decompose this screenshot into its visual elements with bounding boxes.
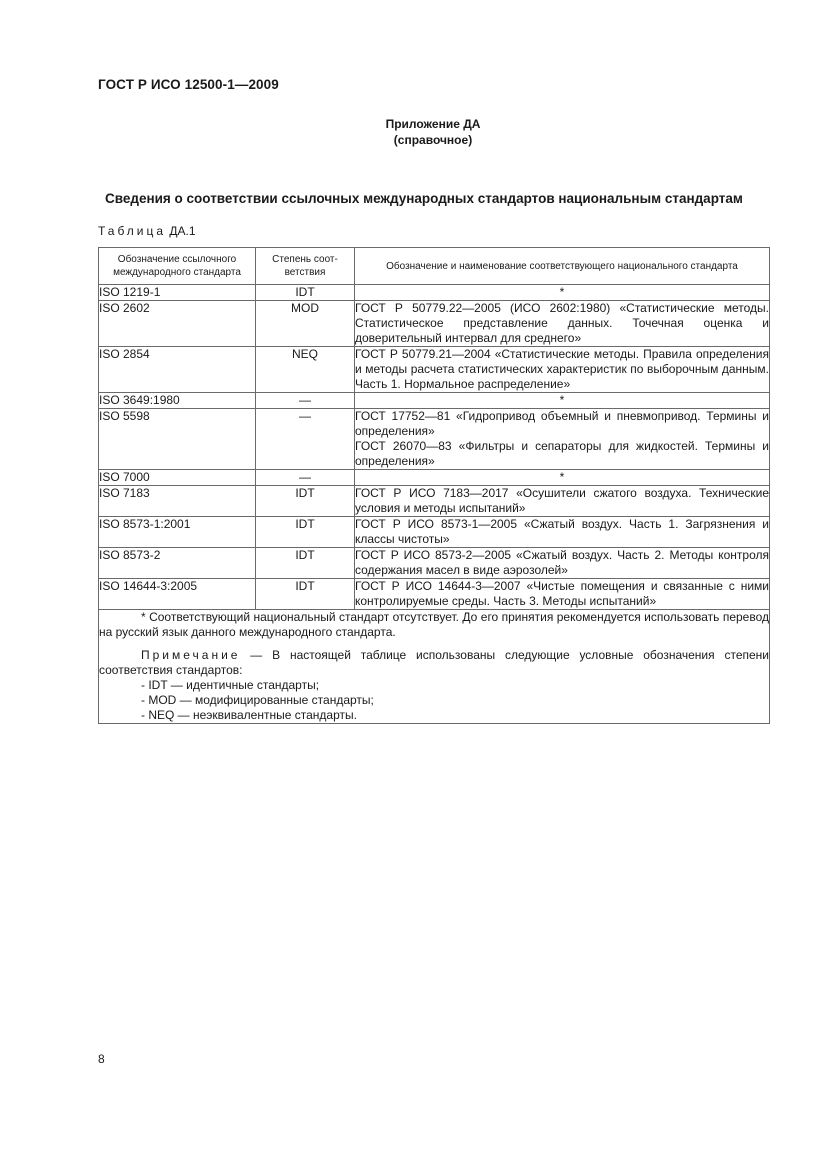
header-international-standard: Обозначение ссылочного международного стандарта <box>99 248 256 285</box>
cell-standard: ISO 3649:1980 <box>99 393 256 409</box>
table-row <box>99 347 770 393</box>
cell-degree: — <box>256 470 355 486</box>
table-row <box>99 409 770 470</box>
cell-standard: ISO 7183 <box>99 486 256 517</box>
table-notes-row <box>99 610 770 724</box>
cell-degree: IDT <box>256 548 355 579</box>
cell-degree: IDT <box>256 285 355 301</box>
cell-national: ГОСТ Р ИСО 8573-2—2005 «Сжатый воздух. Часть 2. Методы контроля содержания масел в виде аэрозолей» <box>355 548 769 577</box>
cell-standard: ISO 14644-3:2005 <box>99 579 256 610</box>
table-row <box>99 579 770 610</box>
cell-national: ГОСТ Р 50779.22—2005 (ИСО 2602:1980) «Статистические методы. Статистическое представление данных. Точечная оценка и доверительный интервал для среднего» <box>355 301 769 345</box>
note-text: — В настоящей таблице использованы следующие условные обозначения степени соответствия стандартов: <box>99 648 769 677</box>
legend-item: - IDT — идентичные стандарты; <box>141 678 320 692</box>
cell-degree: — <box>256 409 355 470</box>
cell-degree: IDT <box>256 517 355 548</box>
table-row <box>99 301 770 347</box>
annex-title: Приложение ДА <box>385 117 481 131</box>
cell-standard: ISO 2854 <box>99 347 256 393</box>
cell-national: ГОСТ Р 50779.21—2004 «Статистические методы. Правила определения и методы расчета статистических характеристик по выборочным данным. Часть 1. Нормальное распределение» <box>355 347 769 391</box>
footnote: * Соответствующий национальный стандарт отсутствует. До его принятия рекомендуется использовать перевод на русский язык данного международного стандарта. <box>99 610 769 639</box>
table-row <box>99 470 770 486</box>
legend-item: - MOD — модифицированные стандарты; <box>141 693 374 707</box>
cell-standard: ISO 1219-1 <box>99 285 256 301</box>
cell-standard: ISO 8573-2 <box>99 548 256 579</box>
cell-degree: MOD <box>256 301 355 347</box>
cell-national: * <box>355 285 770 301</box>
section-heading: Сведения о соответствии ссылочных международных стандартов национальным стандартам <box>105 191 743 206</box>
cell-national: * <box>355 393 770 409</box>
note-label: Примечание <box>141 648 241 662</box>
cell-national: ГОСТ Р ИСО 7183—2017 «Осушители сжатого воздуха. Технические условия и методы испытаний» <box>355 486 769 515</box>
cell-national: ГОСТ Р ИСО 14644-3—2007 «Чистые помещения и связанные с ними контролируемые среды. Часть 3. Методы испытаний» <box>355 579 769 608</box>
page-number: 8 <box>98 1052 105 1066</box>
table-caption-number: ДА.1 <box>169 224 196 238</box>
note-paragraph <box>99 648 769 678</box>
table-row <box>99 517 770 548</box>
national-standard-line: ГОСТ 26070—83 «Фильтры и сепараторы для жидкостей. Термины и определения» <box>355 439 769 468</box>
cell-standard: ISO 2602 <box>99 301 256 347</box>
header-degree: Степень соот-ветствия <box>256 248 355 285</box>
table-row <box>99 285 770 301</box>
cell-standard: ISO 5598 <box>99 409 256 470</box>
cell-national: * <box>355 470 770 486</box>
table-caption-word: Таблица <box>98 224 167 238</box>
header-national-standard: Обозначение и наименование соответствующего национального стандарта <box>355 248 770 285</box>
cell-national <box>355 409 770 470</box>
cell-degree: IDT <box>256 579 355 610</box>
table-row <box>99 393 770 409</box>
table-header-row <box>99 248 770 285</box>
cell-degree: NEQ <box>256 347 355 393</box>
table-row <box>99 486 770 517</box>
cell-degree: — <box>256 393 355 409</box>
annex-subtitle: (справочное) <box>393 133 473 147</box>
cell-national: ГОСТ Р ИСО 8573-1—2005 «Сжатый воздух. Часть 1. Загрязнения и классы чистоты» <box>355 517 769 546</box>
annex-title-block <box>0 116 826 148</box>
table-row <box>99 548 770 579</box>
correspondence-table <box>98 247 770 724</box>
cell-standard: ISO 7000 <box>99 470 256 486</box>
cell-degree: IDT <box>256 486 355 517</box>
cell-standard: ISO 8573-1:2001 <box>99 517 256 548</box>
table-notes <box>99 610 770 724</box>
table-caption <box>98 224 196 238</box>
document-id: ГОСТ Р ИСО 12500-1—2009 <box>98 77 279 92</box>
legend-item: - NEQ — неэквивалентные стандарты. <box>141 708 357 722</box>
national-standard-line: ГОСТ 17752—81 «Гидропривод объемный и пневмопривод. Термины и определения» <box>355 409 769 438</box>
